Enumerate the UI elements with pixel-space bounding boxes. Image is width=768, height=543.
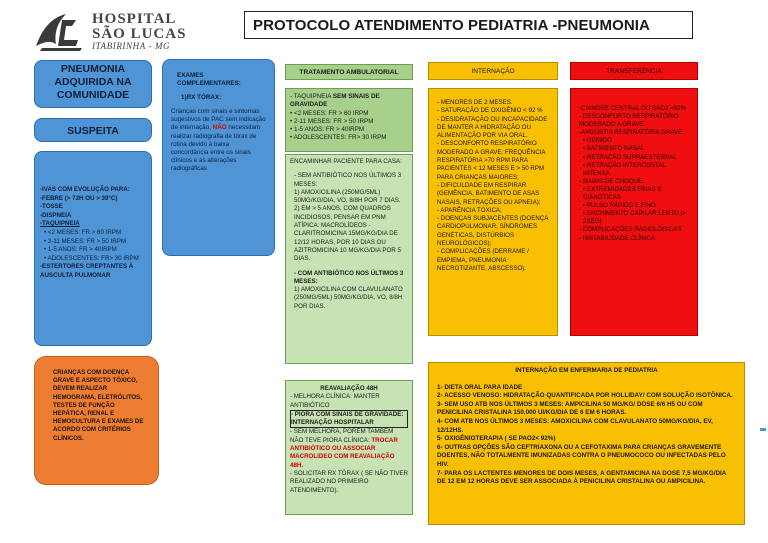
tachypnea-item: • <2 MESES: FR > 60 IRPM bbox=[290, 109, 369, 117]
transferencia-item: - INSTABILIDADE CLÍNICA bbox=[579, 234, 655, 242]
enfermaria-item: 2- ACESSO VENOSO: HIDRATAÇÃO QUANTIFICADA POR HOLLIDAY/ COM SOLUÇÃO ISOTÔNICA. bbox=[437, 392, 733, 400]
suspeita-label: SUSPEITA bbox=[67, 125, 119, 137]
exams-subtitle: 1)RX TÓRAX: bbox=[181, 94, 222, 102]
symptom-line: • ADOLESCENTES: FR> 30 IRPM bbox=[44, 254, 139, 262]
enfermaria-heading: INTERNAÇÃO EM ENFERMARIA DE PEDIATRIA bbox=[515, 367, 658, 374]
enfermaria-item: 7- PARA OS LACTENTES MENORES DE DOIS MESES, A GENTAMICINA NA DOSE 7,5 MG/KG/DIA DE 12 EM 12 HORAS DEVE SER ASSOCIADA À PENICILINA CRISTALINA OU AMPICILINA. bbox=[437, 469, 727, 486]
pneumonia-heading-box bbox=[34, 60, 152, 108]
reassessment-item-red: TROCAR ANTIBIÓTICO OU ASSOCIAR MACROLIDEO COM REAVALIAÇÃO 48H. bbox=[290, 436, 398, 469]
hospital-logo bbox=[32, 10, 232, 54]
transferencia-item: • PULSO RÁPIDO E FINO bbox=[583, 202, 656, 210]
suspeita-box bbox=[34, 118, 152, 142]
sem-atb-item: 2) EM > 5 ANOS, COM QUADROS INCIDIOSOS, PENSAR EM PNM ATÍPICA: MACROLÍDEOS - CLARITROMICINA 15MG/KG/DIA DE 12/12 HORAS, POR 10 DIAS OU AZITROMICINA 10 MG/KG/DIA POR 5 DIAS. bbox=[294, 205, 401, 263]
internacao-item: - SATURAÇÃO DE OXIGÊNIO < 92 % bbox=[437, 107, 543, 115]
transferencia-item: • BATIMENTO NASAL bbox=[583, 145, 645, 153]
symptom-line: • 1-5 ANOS: FR > 40IRPM bbox=[44, 246, 117, 254]
reassessment-item-text: - SEM MELHORA, PORÉM TAMBÉM NÃO TEVE PIORA CLÍNICA: bbox=[290, 428, 394, 444]
internacao-item: - APARÊNCIA TÓXICA; bbox=[437, 206, 502, 214]
exams-title: EXAMES COMPLEMENTARES: bbox=[177, 72, 241, 88]
sem-atb-item: 1) AMOXICILINA (250MG/5ML) 50MG/KG/DIA, VO, 8/8H POR 7 DIAS. bbox=[294, 188, 401, 205]
internacao-item: - DESIDRATAÇÃO OU INCAPACIDADE DE MANTER A HIDRATAÇÃO OU ALIMENTAÇÃO POR VIA ORAL. bbox=[437, 115, 548, 140]
enfermaria-item: 4- COM ATB NOS ÚLTIMOS 3 MESES: AMOXICILINA COM CLAVULANATO 50MG/KG/DIA, EV, 12/12HS. bbox=[437, 417, 713, 434]
symptom-line: -DISPNEIA bbox=[40, 211, 72, 219]
ambulatorial-heading-box bbox=[285, 64, 413, 80]
transferencia-box bbox=[570, 88, 698, 336]
symptom-line: • 2-11 MESES: FR > 50 IRPM bbox=[44, 237, 126, 245]
logo-line-3: ITABIRINHA - MG bbox=[92, 41, 171, 51]
ambulatorial-heading: TRATAMENTO AMBULATORIAL bbox=[299, 69, 399, 76]
transferencia-item: • GEMIDO bbox=[583, 137, 612, 145]
tachypnea-title-b: SEM SINAIS DE GRAVIDADE bbox=[290, 93, 380, 109]
transferencia-item: -ANGÚSTIA RESPIRATÓRIA GRAVE: bbox=[579, 129, 684, 137]
exams-text-part-2: necessitam realizar radiografia de tórax de rotina devido à baixa concordância entre os sinais clínicos e as alterações radiográficas bbox=[171, 124, 261, 172]
internacao-heading-box bbox=[428, 62, 558, 80]
severe-disease-box bbox=[34, 356, 159, 485]
com-atb-title: - COM ANTIBIÓTICO NOS ÚLTIMOS 3 MESES: bbox=[294, 269, 404, 285]
reassessment-item: - SOLICITAR RX TÓRAX ( SE NÃO TIVER REALIZADO NO PRIMEIRO ATENDIMENTO). bbox=[290, 469, 408, 494]
transferencia-item: • ENCHIMENTO CAPILAR LENTO (> 2SEG) bbox=[583, 210, 687, 226]
transferencia-item: • RETRAÇÃO SUPRAESTERNAL bbox=[583, 153, 677, 161]
internacao-box bbox=[428, 88, 558, 336]
home-treatment-box bbox=[285, 154, 413, 364]
reassessment-item: - MELHORA CLÍNICA: MANTER ANTIBIÓTICO bbox=[290, 393, 380, 409]
enfermaria-item: 1- DIETA ORAL PARA IDADE bbox=[437, 383, 523, 391]
transferencia-item: - SINAIS DE CHOQUE: bbox=[579, 177, 644, 185]
tachypnea-box bbox=[285, 88, 413, 152]
enfermaria-item: 5- OXIGÊNIOTERAPIA ( SE PAO2< 92%) bbox=[437, 435, 556, 443]
exams-box bbox=[162, 59, 275, 256]
enfermaria-box bbox=[428, 362, 745, 525]
logo-line-1: HOSPITAL bbox=[92, 11, 177, 27]
page-title: PROTOCOLO ATENDIMENTO PEDIATRIA -PNEUMONIA bbox=[244, 11, 693, 39]
tachypnea-title-a: - TAQUIPNEIA bbox=[290, 93, 333, 100]
symptom-line: • <2 MESES: FR > 60 IRPM bbox=[44, 228, 122, 236]
edge-marker bbox=[760, 428, 766, 431]
exams-nao: NÃO bbox=[212, 124, 227, 132]
exams-text-part-1: Crianças com sinais e sintomas sugestivos de PAC sem indicação de internação, bbox=[171, 108, 266, 132]
tachypnea-title bbox=[290, 93, 408, 110]
transferencia-heading-box bbox=[570, 62, 698, 80]
tachypnea-item: • 1-5 ANOS: FR > 40IRPM bbox=[290, 126, 365, 134]
symptom-line: -ESTERTORES CREPTANTES À AUSCULTA PULMONAR bbox=[40, 263, 134, 279]
tachypnea-item: • 2-11 MESES: FR > 50 IRPM bbox=[290, 117, 374, 125]
internacao-item: - DIFICULDADE EM RESPIRAR (GEMÊNCIA, BATIMENTO DE ASAS NASAIS, RETRAÇÕES OU APNEIA); bbox=[437, 181, 541, 206]
exams-text bbox=[171, 108, 266, 173]
logo-text bbox=[92, 12, 186, 52]
logo-line-2: SÃO LUCAS bbox=[92, 26, 187, 42]
internacao-item: - DOENÇAS SUBJACENTES (DOENÇA CARDIOPULMONAR, SÍNDROMES GENÉTICAS, DISTÚRBIOS NEUROLÓGICOS); bbox=[437, 215, 549, 248]
transferencia-item: - COMPLICAÇÕES RADIOLÓGICAS bbox=[579, 226, 682, 234]
reassessment-item: - PIORA COM SINAIS DE GRAVIDADE: INTERNAÇÃO HOSPITALAR bbox=[290, 410, 408, 429]
pneumonia-heading: PNEUMONIA ADQUIRIDA NA COMUNIDADE bbox=[54, 63, 132, 101]
com-atb-item: 1) AMOXICILINA COM CLAVULANATO (250MG/5ML) 50MG/KG/DIA, VO, 8/8H POR DIAS. bbox=[294, 286, 403, 310]
symptom-line: -TAQUIPNEIA bbox=[40, 220, 80, 228]
transferencia-heading: TRANSFERÊNCIA bbox=[606, 68, 662, 75]
enfermaria-item: 3- SEM USO ATB NOS ÚLTIMOS 3 MESES: AMPICILINA 50 MG/KG/ DOSE 6/6 H5 OU COM PENICILINA CRISTALINA 150.000 UI/KG/DIA DE 6 EM 6 HORAS. bbox=[437, 400, 703, 417]
internacao-item: - MENORES DE 2 MESES. bbox=[437, 99, 513, 106]
severe-disease-text: CRIANÇAS COM DOENÇA GRAVE E ASPECTO TÓXICO, DEVEM REALIZAR HEMOGRAMA, ELETRÓLITOS, TESTES DE FUNÇÃO HEPÁTICA, RENAL E HEMOCULTURA E EXAMES DE ACORDO COM CRITÉRIOS CLÍNICOS. bbox=[53, 369, 144, 442]
tachypnea-item: • ADOLESCENTES: FR> 30 IRPM bbox=[290, 134, 387, 142]
transferencia-item: • EXTREMIDADES FRIAS E CIANÓTICAS bbox=[583, 185, 662, 202]
internacao-heading: INTERNAÇÃO bbox=[471, 68, 515, 75]
transferencia-item: • RETRAÇÃO INTERCOSTAL INTENSA bbox=[583, 161, 666, 177]
internacao-item: - COMPLICAÇÕES (DERRAME / EMPIEMA, PNEUMONIA NECROTIZANTE, ABSCESSO). bbox=[437, 248, 529, 272]
transferencia-item: - DESCONFORTO RESPIRATÓRIO MODERADO A GRAVE. bbox=[579, 113, 679, 129]
symptom-line: -FEBRE (> 72H OU > 39°C) bbox=[40, 194, 118, 202]
symptom-line: -IVAS COM EVOLUÇÃO PARA: bbox=[40, 186, 130, 193]
reassessment-box bbox=[285, 380, 413, 515]
sem-atb-title: - SEM ANTIBIÓTICO NOS ÚLTIMOS 3 MESES: bbox=[294, 172, 402, 188]
symptoms-box bbox=[34, 151, 152, 346]
hospital-logo-icon bbox=[32, 10, 86, 54]
reassessment-title: REAVALIAÇÃO 48H bbox=[320, 385, 378, 392]
transferencia-item: -CIANOSE CENTRAL OU SAO2 <92% bbox=[579, 105, 687, 112]
internacao-item: - DESCONFORTO RESPIRATÓRIO MODERADO A GRAVE: FREQUÊNCIA RESPIRATÓRIA >70 RPM PARA PACIENTES < 12 MESES E > 50 RPM PARA CRIANÇAS MAIORES; bbox=[437, 140, 546, 181]
symptom-line: -TOSSE bbox=[40, 203, 63, 211]
enfermaria-item: 6- OUTRAS OPÇÕES SÃO CEFTRIAXONA OU A CEFOTAXIMA PARA CRIANÇAS GRAVEMENTE DOENTES, NÃO TOTALMENTE IMUNIZADAS CONTRA O PNEUMOCOCO OU INFECTADAS PELO HIV. bbox=[437, 443, 726, 468]
reassessment-item bbox=[290, 428, 408, 469]
encaminhar-title: ENCAMINHAR PACIENTE PARA CASA: bbox=[290, 158, 402, 165]
